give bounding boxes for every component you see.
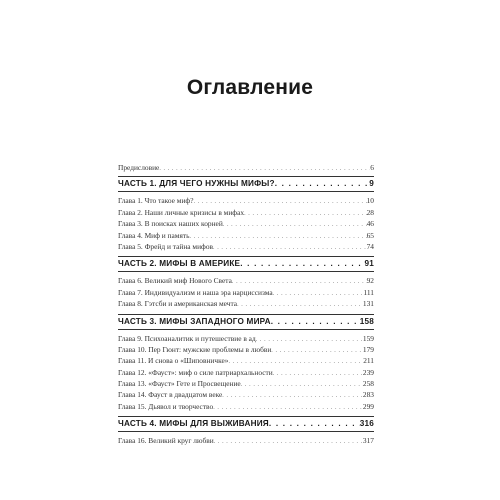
- toc-entry-preface: [118, 162, 374, 173]
- part-page: 316: [359, 419, 374, 429]
- entry-label: Глава 11. И снова о «Шиповничке»: [118, 356, 229, 366]
- entry-page: 211: [363, 356, 374, 366]
- dot-leader: [275, 177, 370, 191]
- toc-entry: [118, 218, 374, 229]
- entry-label: Предисловие: [118, 163, 160, 172]
- entry-page: 92: [366, 276, 374, 286]
- entry-page: 10: [366, 196, 374, 206]
- entry-label: Глава 4. Миф и память: [118, 230, 190, 240]
- dot-leader: [269, 417, 360, 431]
- part-label: ЧАСТЬ 3. МИФЫ ЗАПАДНОГО МИРА: [118, 316, 271, 326]
- toc-part-4: [118, 417, 374, 431]
- entry-label: Глава 1. Что такое миф?: [118, 196, 194, 206]
- entry-label: Глава 10. Пер Гюнт: мужские проблемы в любви: [118, 344, 272, 354]
- entry-label: Глава 5. Фрейд и тайна мифов: [118, 241, 214, 251]
- dot-leader: [273, 289, 364, 300]
- entry-page: 74: [366, 241, 374, 251]
- entry-page: 46: [366, 219, 374, 229]
- entry-page: 317: [362, 436, 374, 446]
- toc-entry: [118, 389, 374, 400]
- entry-label: Глава 15. Дьявол и творчество: [118, 401, 214, 411]
- toc-entry: [118, 435, 374, 446]
- toc-entry: [118, 367, 374, 378]
- entry-label: Глава 16. Великий круг любви: [118, 436, 214, 446]
- entry-page: 179: [362, 344, 374, 354]
- entry-page: 111: [363, 287, 374, 297]
- entry-label: Глава 12. «Фауст»: миф о силе патриархальности: [118, 367, 273, 377]
- entry-label: Глава 2. Наши личные кризисы в мифах: [118, 207, 245, 217]
- toc-entry: [118, 195, 374, 206]
- dot-leader: [241, 380, 363, 391]
- entry-label: Глава 3. В поисках наших корней: [118, 219, 223, 229]
- entry-page: 159: [362, 333, 374, 343]
- toc-entry: [118, 355, 374, 366]
- part-label: ЧАСТЬ 4. МИФЫ ДЛЯ ВЫЖИВАНИЯ: [118, 419, 269, 429]
- toc-entry: [118, 298, 374, 309]
- entry-label: Глава 6. Великий миф Нового Света: [118, 276, 232, 286]
- toc-entry: [118, 207, 374, 218]
- dot-leader: [213, 243, 367, 254]
- dot-leader: [214, 437, 363, 448]
- entry-label: Глава 13. «Фауст» Гете и Просвещение: [118, 379, 241, 389]
- entry-page: 131: [362, 299, 374, 309]
- dot-leader: [256, 335, 363, 346]
- toc-entry: [118, 275, 374, 286]
- toc-entry: [118, 241, 374, 252]
- dot-leader: [240, 257, 364, 271]
- entry-label: Глава 9. Психоаналитик и путешествие в ад: [118, 333, 256, 343]
- part-page: 9: [369, 179, 374, 189]
- dot-leader: [271, 346, 363, 357]
- part-label: ЧАСТЬ 1. ДЛЯ ЧЕГО НУЖНЫ МИФЫ?: [118, 179, 275, 189]
- toc-entry: [118, 333, 374, 344]
- entry-page: 28: [366, 207, 374, 217]
- dot-leader: [244, 209, 367, 220]
- dot-leader: [223, 220, 367, 231]
- toc-entry: [118, 344, 374, 355]
- toc-entry: [118, 378, 374, 389]
- dot-leader: [213, 403, 363, 414]
- entry-page: 65: [366, 230, 374, 240]
- part-page: 158: [359, 316, 374, 326]
- entry-page: 258: [362, 379, 374, 389]
- entry-page: 239: [362, 367, 374, 377]
- dot-leader: [237, 300, 363, 311]
- part-page: 91: [364, 259, 374, 269]
- toc-entry: [118, 230, 374, 241]
- page-title: Оглавление: [186, 76, 314, 99]
- toc-entry: [118, 401, 374, 412]
- dot-leader: [273, 369, 363, 380]
- dot-leader: [271, 315, 360, 329]
- toc-entry: [118, 287, 374, 298]
- toc-part-1: [118, 177, 374, 191]
- dot-leader: [222, 391, 363, 402]
- table-of-contents: [118, 162, 374, 447]
- toc-part-3: [118, 315, 374, 329]
- entry-label: Глава 8. Гэтсби и американская мечта: [118, 299, 238, 309]
- entry-label: Глава 7. Индивидуализм и наша эра нарциссизма: [118, 287, 273, 297]
- entry-label: Глава 14. Фауст в двадцатом веке: [118, 390, 223, 400]
- dot-leader: [159, 164, 370, 175]
- entry-page: 6: [370, 163, 374, 172]
- entry-page: 283: [362, 390, 374, 400]
- toc-part-2: [118, 257, 374, 271]
- part-label: ЧАСТЬ 2. МИФЫ В АМЕРИКЕ: [118, 259, 241, 269]
- dot-leader: [189, 232, 366, 243]
- entry-page: 299: [362, 401, 374, 411]
